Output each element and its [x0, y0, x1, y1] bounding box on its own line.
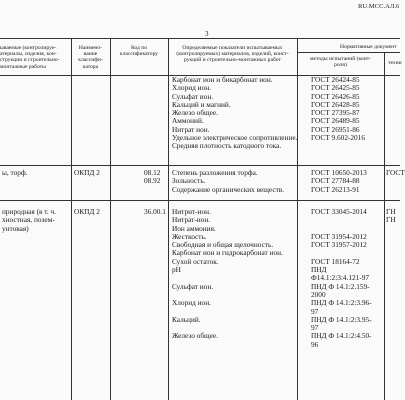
header-tech-column: техни [388, 60, 402, 66]
row3-classifier: ОКПД 2 [74, 207, 100, 216]
header-code-column: Код по классификатору [119, 45, 159, 58]
row2-methods: ГОСТ 10650-2013 ГОСТ 27784-88 ГОСТ 26213-91 [311, 168, 367, 194]
row-divider [0, 165, 400, 166]
row3-object: природная (в т. ч. хностная, позем- унтовая) [2, 207, 57, 233]
header-normative-docs: Нормативные документ [340, 44, 397, 50]
header-methods-column: методы испытаний (конт- роля) [309, 56, 372, 69]
header-classifier-column: Наимено- вание классифи- катора [78, 45, 103, 70]
row3-tech: ГН ГН [386, 207, 396, 225]
column-divider [168, 38, 169, 400]
column-divider [71, 38, 72, 400]
document-code: RU.MCC.AЛ.6 [358, 3, 400, 10]
row2-codes: 08.12 08.92 [144, 168, 161, 186]
header-object-column: ываемые (контролируе- атериалы, изделия, кон- струкции и строительно- монтажные работы [0, 45, 60, 70]
row2-indicators: Степень разложения торфа. Зольность. Содержание органических веществ. [172, 168, 285, 194]
row3-methods: ГОСТ 33045-2014 ГОСТ 31954-2012 ГОСТ 31957-2012 ГОСТ 18164-72 ПНД Ф14.1:2:3:4.121-97 ПНД Ф 14.1:2.159- 2000 ПНД Ф 14.1:2:3.96- 97 ПНД Ф 14.1:2:3.95- 97 ПНД Ф 14.1:2:4.50- 96 [311, 207, 372, 349]
page-number: 3 [205, 30, 209, 38]
row1-methods: ГОСТ 26424-85 ГОСТ 26425-85 ГОСТ 26426-85 ГОСТ 26428-85 ГОСТ 27395-87 ГОСТ 26489-85 ГОСТ 26951-86 ГОСТ 9.602-2016 [311, 75, 365, 143]
row2-classifier: ОКПД 2 [74, 168, 100, 177]
column-divider [110, 38, 111, 400]
row3-code: 36.00.1 [144, 207, 166, 216]
table-top-border [0, 38, 400, 39]
row-divider [0, 200, 400, 201]
row2-tech: ГОСТ [386, 168, 405, 177]
row2-object: ы, торф. [2, 168, 28, 177]
column-divider [384, 52, 385, 400]
row1-indicators: Карбонат ион и бикарбонат ион. Хлорид ион. Сульфат ион. Кальций и магний. Железо общее. Аммоний. Нитрат ион. Удельное электрическое сопротивление. Средняя плотность катодного тока. [172, 75, 298, 151]
header-indicators-column: Определяемые показатели испытываемых (контролируемых) материалов, изделий, конст- рукций и строительно-монтажных работ [176, 45, 289, 64]
row3-indicators: Нитрит-ион. Нитрат-ион. Ион аммония. Жесткость. Свободная и общая щелочность. Карбонат ион и гидрокарбонат ион. Сухой остаток. pH Сульфат ион. Хлорид ион. Кальций. Железо общее. [172, 207, 283, 341]
